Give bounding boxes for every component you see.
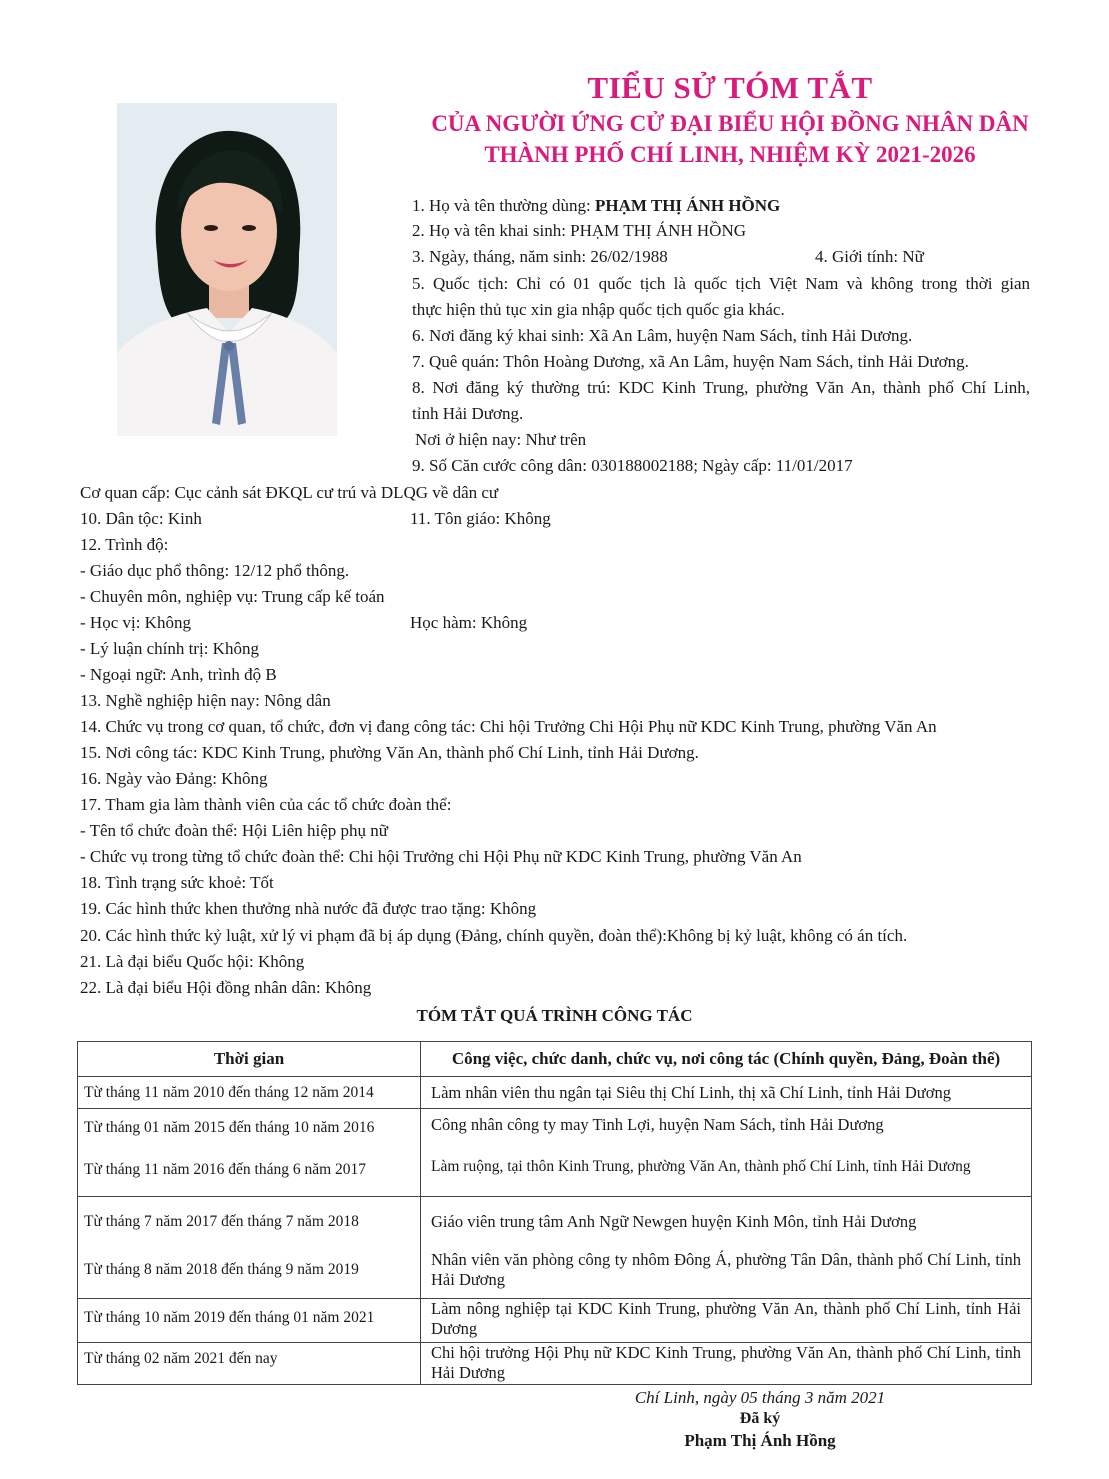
info-organization-name: - Tên tổ chức đoàn thể: Hội Liên hiệp phụ nữ	[80, 821, 388, 840]
table-header-row	[78, 1042, 1032, 1077]
row-time: Từ tháng 8 năm 2018 đến tháng 9 năm 2019	[84, 1261, 359, 1278]
info-birth-name: 2. Họ và tên khai sinh: PHẠM THỊ ÁNH HỒNG	[412, 221, 746, 240]
row-time: Từ tháng 7 năm 2017 đến tháng 7 năm 2018	[84, 1213, 359, 1230]
info-common-name-value: PHẠM THỊ ÁNH HỒNG	[595, 196, 781, 215]
table-row	[78, 1343, 1032, 1385]
info-peoples-council: 22. Là đại biểu Hội đồng nhân dân: Không	[80, 978, 372, 997]
info-issuing-agency: Cơ quan cấp: Cục cảnh sát ĐKQL cư trú và DLQG về dân cư	[80, 483, 499, 502]
portrait-photo	[117, 103, 337, 436]
info-occupation: 13. Nghề nghiệp hiện nay: Nông dân	[80, 691, 331, 710]
info-gender: 4. Giới tính: Nữ	[815, 247, 924, 266]
info-national-assembly: 21. Là đại biểu Quốc hội: Không	[80, 952, 305, 971]
info-common-name-label: 1. Họ và tên thường dùng:	[412, 196, 591, 215]
info-citizen-id: 9. Số Căn cước công dân: 030188002188; Ngày cấp: 11/01/2017	[412, 456, 853, 475]
row-time	[78, 1299, 421, 1343]
table-row	[78, 1109, 1032, 1197]
document-subtitle-term: THÀNH PHỐ CHÍ LINH, NHIỆM KỲ 2021-2026	[484, 142, 976, 167]
row-job-group	[421, 1109, 1032, 1197]
row-time-group	[78, 1109, 421, 1197]
portrait-image-icon	[117, 103, 337, 436]
info-birth-date: 3. Ngày, tháng, năm sinh: 26/02/1988	[412, 247, 668, 266]
row-job: Nhân viên văn phòng công ty nhôm Đông Á, phường Tân Dân, thành phố Chí Linh, tỉnh Hải Dương	[431, 1250, 1021, 1289]
work-history-title: TÓM TẮT QUÁ TRÌNH CÔNG TÁC	[416, 1006, 693, 1025]
document-title: TIỂU SỬ TÓM TẮT	[587, 70, 873, 105]
row-time-text: Từ tháng 10 năm 2019 đến tháng 01 năm 2021	[84, 1309, 375, 1326]
info-ethnicity: 10. Dân tộc: Kinh	[80, 509, 202, 528]
info-workplace: 15. Nơi công tác: KDC Kinh Trung, phường Văn An, thành phố Chí Linh, tỉnh Hải Dương.	[80, 743, 699, 762]
signature-name: Phạm Thị Ánh Hồng	[684, 1431, 836, 1450]
row-job: Làm nông nghiệp tại KDC Kinh Trung, phường Văn An, thành phố Chí Linh, tỉnh Hải Dương	[421, 1299, 1032, 1343]
row-job: Công nhân công ty may Tinh Lợi, huyện Nam Sách, tỉnh Hải Dương	[431, 1115, 884, 1134]
info-nationality-cont: thực hiện thủ tục xin gia nhập quốc tịch quốc gia khác.	[412, 300, 785, 319]
info-nationality: 5. Quốc tịch: Chỉ có 01 quốc tịch là quốc tịch Việt Nam và không trong thời gian	[412, 274, 1030, 293]
info-position: 14. Chức vụ trong cơ quan, tổ chức, đơn vị đang công tác: Chi hội Trưởng Chi Hội Phụ nữ KDC Kinh Trung, phường Văn An	[80, 717, 937, 736]
table-row	[78, 1077, 1032, 1109]
row-job: Chi hội trưởng Hội Phụ nữ KDC Kinh Trung, phường Văn An, thành phố Chí Linh, tỉnh Hải Dương	[421, 1343, 1032, 1385]
info-organizations: 17. Tham gia làm thành viên của các tổ chức đoàn thể:	[80, 795, 452, 814]
row-job: Làm ruộng, tại thôn Kinh Trung, phường Văn An, thành phố Chí Linh, tỉnh Hải Dương	[431, 1158, 971, 1175]
column-header-job: Công việc, chức danh, chức vụ, nơi công tác (Chính quyền, Đảng, Đoàn thể)	[421, 1042, 1032, 1077]
signature-signed: Đã ký	[739, 1410, 781, 1427]
info-discipline: 20. Các hình thức kỷ luật, xử lý vi phạm đã bị áp dụng (Đảng, chính quyền, đoàn thể):Không bị kỷ luật, không có án tích.	[80, 926, 908, 945]
info-general-education: - Giáo dục phổ thông: 12/12 phổ thông.	[80, 561, 350, 580]
info-organization-role: - Chức vụ trong từng tổ chức đoàn thể: Chi hội Trưởng chi Hội Phụ nữ KDC Kinh Trung, phường Văn An	[80, 847, 802, 866]
row-job: Giáo viên trung tâm Anh Ngữ Newgen huyện Kinh Môn, tỉnh Hải Dương	[431, 1212, 917, 1231]
info-awards: 19. Các hình thức khen thưởng nhà nước đã được trao tặng: Không	[80, 899, 537, 918]
info-hometown: 7. Quê quán: Thôn Hoàng Dương, xã An Lâm, huyện Nam Sách, tỉnh Hải Dương.	[412, 352, 969, 371]
table-row	[78, 1299, 1032, 1343]
info-party-join-date: 16. Ngày vào Đảng: Không	[80, 769, 268, 788]
info-degree: - Học vị: Không	[80, 613, 191, 632]
info-permanent-residence-cont: tỉnh Hải Dương.	[412, 404, 524, 423]
info-permanent-residence: 8. Nơi đăng ký thường trú: KDC Kinh Trung, phường Văn An, thành phố Chí Linh,	[412, 378, 1030, 397]
row-job-group	[421, 1197, 1032, 1299]
row-time: Từ tháng 11 năm 2010 đến tháng 12 năm 2014	[78, 1077, 421, 1109]
info-academic-title: Học hàm: Không	[410, 613, 528, 632]
info-religion: 11. Tôn giáo: Không	[410, 509, 551, 528]
work-history-table	[77, 1041, 1032, 1385]
info-common-name	[412, 195, 780, 217]
table-row	[78, 1197, 1032, 1299]
info-education-heading: 12. Trình độ:	[80, 535, 169, 554]
info-current-residence: Nơi ở hiện nay: Như trên	[415, 430, 587, 449]
column-header-time: Thời gian	[78, 1042, 421, 1077]
signature-place-date: Chí Linh, ngày 05 tháng 3 năm 2021	[634, 1388, 886, 1407]
row-time-text: Từ tháng 02 năm 2021 đến nay	[84, 1350, 278, 1367]
info-professional: - Chuyên môn, nghiệp vụ: Trung cấp kế toán	[80, 587, 385, 606]
document-subtitle: CỦA NGƯỜI ỨNG CỬ ĐẠI BIỂU HỘI ĐỒNG NHÂN DÂN	[431, 111, 1029, 136]
info-health: 18. Tình trạng sức khoẻ: Tốt	[80, 873, 274, 892]
info-political-theory: - Lý luận chính trị: Không	[80, 639, 259, 658]
row-time: Từ tháng 11 năm 2016 đến tháng 6 năm 2017	[84, 1161, 367, 1178]
info-birth-registration: 6. Nơi đăng ký khai sinh: Xã An Lâm, huyện Nam Sách, tỉnh Hải Dương.	[412, 326, 913, 345]
row-time-group	[78, 1197, 421, 1299]
row-job: Làm nhân viên thu ngân tại Siêu thị Chí Linh, thị xã Chí Linh, tỉnh Hải Dương	[421, 1077, 1032, 1109]
row-time	[78, 1343, 421, 1385]
info-foreign-language: - Ngoại ngữ: Anh, trình độ B	[80, 665, 277, 684]
row-time: Từ tháng 01 năm 2015 đến tháng 10 năm 2016	[84, 1119, 375, 1136]
